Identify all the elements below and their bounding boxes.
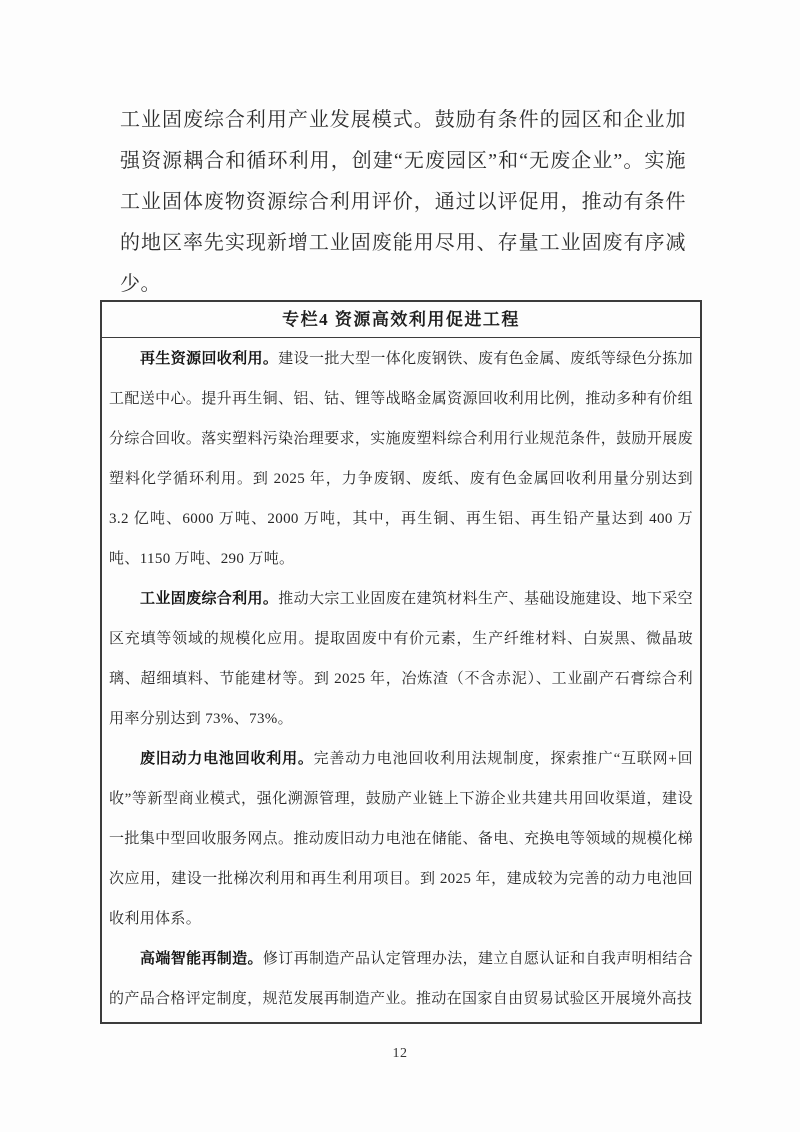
intro-paragraph: 工业固废综合利用产业发展模式。鼓励有条件的园区和企业加强资源耦合和循环利用，创建“无废园区”和“无废企业”。实施工业固体废物资源综合利用评价，通过以评促用，推动有条件的地区率先实现新增工业固废能用尽用、存量工业固废有序减少。 [120, 109, 686, 295]
page-number: 12 [392, 1046, 408, 1061]
feature-box-body [102, 338, 700, 1019]
paragraph-text: 修订再制造产品认定管理办法，建立自愿认证和自我声明相结合的产品合格评定制度，规范发展再制造产业。推动在国家自由贸易试验区开展境外高技 [109, 951, 693, 1007]
feature-box [100, 300, 702, 1024]
box-paragraph-battery-recycling [109, 739, 693, 939]
paragraph-text: 完善动力电池回收利用法规制度，探索推广“互联网+回收”等新型商业模式，强化溯源管理，鼓励产业链上下游企业共建共用回收渠道，建设一批集中型回收服务网点。推动废旧动力电池在储能、备电、充换电等领域的规模化梯次应用，建设一批梯次利用和再生利用项目。到 2025 年，建成较为完善的动力电池回收利用体系。 [109, 751, 693, 927]
paragraph-lead: 工业固废综合利用。 [140, 591, 279, 607]
paragraph-lead: 再生资源回收利用。 [140, 351, 279, 367]
box-paragraph-industrial-solid-waste [109, 579, 693, 739]
paragraph-text: 推动大宗工业固废在建筑材料生产、基础设施建设、地下采空区充填等领域的规模化应用。提取固废中有价元素，生产纤维材料、白炭黑、微晶玻璃、超细填料、节能建材等。到 2025 年，冶炼渣（不含赤泥）、工业副产石膏综合利用率分别达到 73%、73%。 [109, 591, 694, 727]
paragraph-lead: 高端智能再制造。 [140, 951, 263, 967]
paragraph-lead: 废旧动力电池回收利用。 [140, 751, 314, 767]
box-paragraph-remanufacturing [109, 939, 693, 1019]
paragraph-text: 建设一批大型一体化废钢铁、废有色金属、废纸等绿色分拣加工配送中心。提升再生铜、铝、钴、锂等战略金属资源回收利用比例，推动多种有价组分综合回收。落实塑料污染治理要求，实施废塑料综合利用行业规范条件，鼓励开展废塑料化学循环利用。到 2025 年，力争废钢、废纸、废有色金属回收利用量分别达到 3.2 亿吨、6000 万吨、2000 万吨，其中，再生铜、再生铝、再生铅产量达到 400 万吨、1150 万吨、290 万吨。 [109, 351, 694, 567]
box-paragraph-recycled-resources [109, 339, 693, 579]
feature-box-title: 专栏4 资源高效利用促进工程 [102, 302, 700, 338]
